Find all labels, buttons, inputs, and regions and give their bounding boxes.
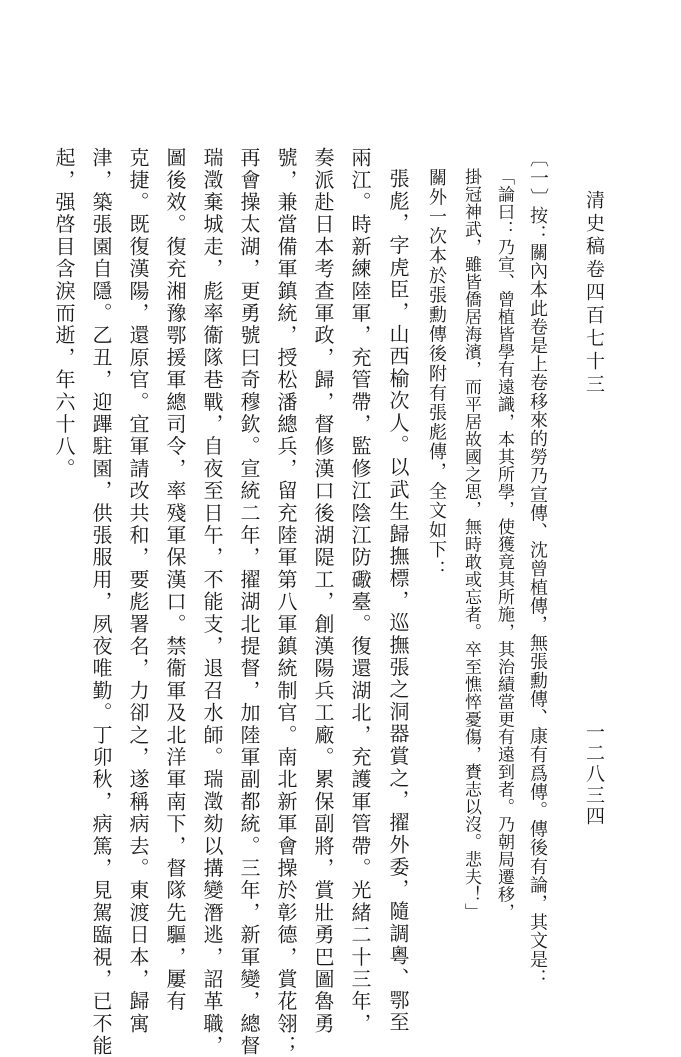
note-line-1: 按：關內本此卷是上卷移來的勞乃宣傳、沈曾植傳，無張勳傳、康有爲傳。傳後有論，其文是：	[527, 206, 548, 988]
body-line-5: 再會操太湖，更勇號曰奇穆欽。宣統二年，擢湖北提督，加陸軍副都統。三年，新軍變，總督	[237, 147, 261, 1057]
body-line-8: 克捷。既復漢陽，還原官。宜軍請改共和，要彪署名，力卻之，遂稱病去。東渡日本，歸寓	[126, 147, 150, 1035]
body-line-7: 圖後效。復充湘豫鄂援軍總司令，率殘軍保漢口。禁衞軍及北洋軍南下，督隊先驅，屢有	[163, 147, 187, 1013]
body-line-6: 瑞澂棄城走，彪率衞隊巷戰，自夜至日午，不能支，退召水師。瑞澂劾以搆變潛逃，詔革職，	[200, 147, 224, 1057]
note-line-2: 「論曰：乃宣、曾植皆學有遠識，本其所學，使獲竟其所施，其治績當更有遠到者。乃朝局遷移，	[494, 168, 514, 921]
body-line-10: 起，强啓目含淚而逝，年六十八。	[52, 147, 76, 480]
body-line-9: 津，築張園自隱。乙丑，迎蹕駐園，供張服用，夙夜唯勤。丁卯秋，病篤，見駕臨視，已不能	[89, 147, 113, 1057]
body-line-4: 號，兼當備軍鎮統，授松潘總兵，留充陸軍第八軍鎮統制官。南北新軍會操於彰德，賞花翎；	[274, 147, 298, 1057]
note-line-3: 掛冠神武，雖皆僑居海濱，而平居故國之思，無時敢或忘者。卒至憔悴憂傷，賚志以沒。悲夫！」	[461, 168, 481, 921]
body-line-2: 兩江。時新練陸軍，充管帶，監修江陰江防礮臺。復還湖北，充護軍管帶。光緒二十三年，	[348, 147, 372, 1035]
running-header-title: 清史稿卷四百七十三	[583, 190, 605, 397]
page-number: 一二八三四	[583, 722, 605, 827]
note-marker: 〔一〕	[527, 148, 549, 208]
note-line-4: 關外一次本於張勳傳後附有張彪傳，全文如下：	[426, 168, 447, 580]
body-line-1: 張彪，字虎臣，山西榆次人。以武生歸撫標，巡撫張之洞器賞之，擢外委，隨調粵、鄂至	[386, 168, 410, 1034]
body-line-3: 奏派赴日本考查軍政，歸，督修漢口後湖隄工，創漢陽兵工廠。累保副將，賞壯勇巴圖魯勇	[311, 147, 335, 1035]
